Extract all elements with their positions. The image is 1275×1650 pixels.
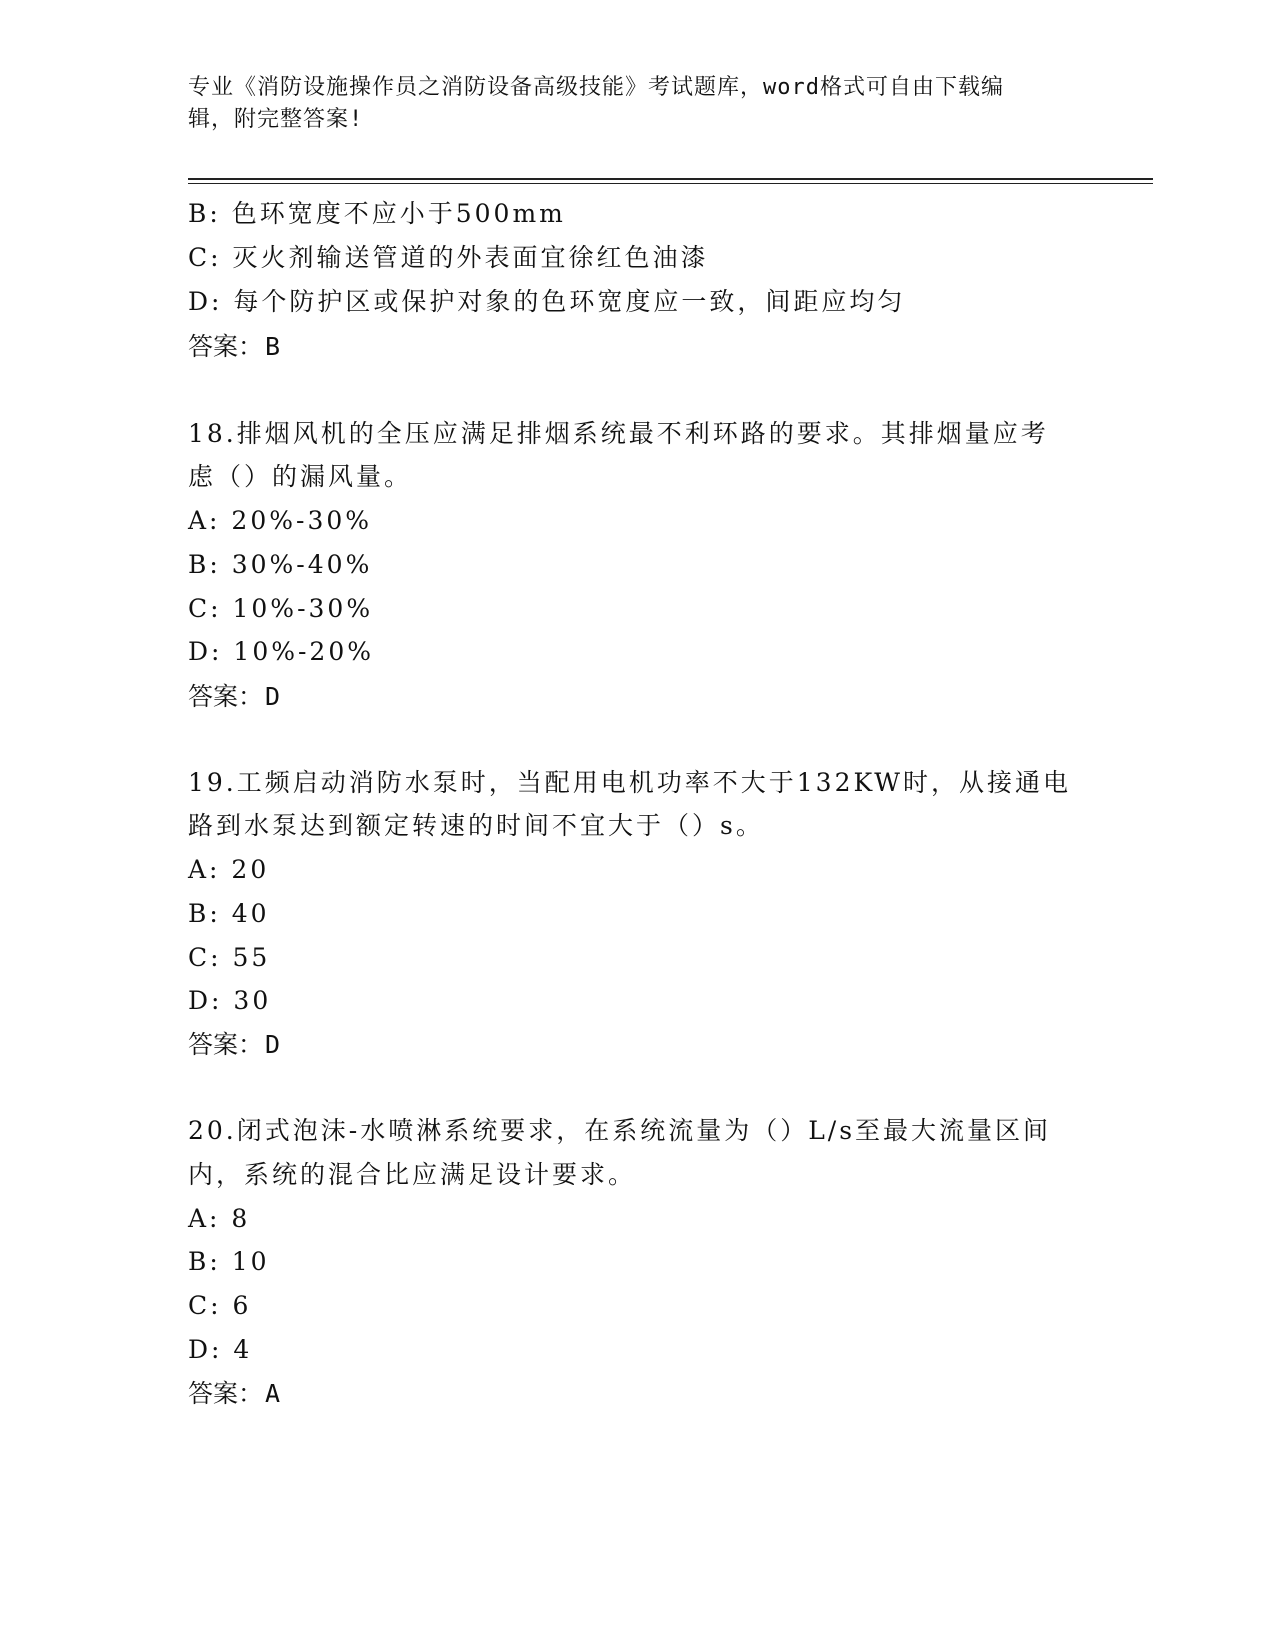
q19-option-c: C: 55 [188,943,271,972]
q18-option-b: B: 30%-40% [188,550,373,579]
q20-stem-line-2: 内，系统的混合比应满足设计要求。 [188,1160,637,1189]
q17-option-b: B: 色环宽度不应小于500mm [188,199,566,228]
header-line-1: 专业《消防设施操作员之消防设备高级技能》考试题库，word格式可自由下载编 [188,75,1004,100]
q18-option-a: A: 20%-30% [188,506,373,535]
answer-value: D [265,1030,281,1059]
q18-stem-line-1: 18.排烟风机的全压应满足排烟系统最不利环路的要求。其排烟量应考 [188,419,1049,448]
q19-stem-line-2: 路到水泵达到额定转速的时间不宜大于（）s。 [188,811,764,840]
answer-value: A [265,1379,281,1408]
q20-option-b: B: 10 [188,1247,270,1276]
answer-value: B [265,332,281,361]
q20-option-c: C: 6 [188,1291,252,1320]
q19-answer [188,1029,280,1061]
q18-option-c: C: 10%-30% [188,594,374,623]
q18-option-d: D: 10%-20% [188,637,374,666]
answer-label: 答案： [188,682,264,711]
q17-option-d: D: 每个防护区或保护对象的色环宽度应一致，间距应均匀 [188,287,906,316]
q17-option-c: C: 灭火剂输送管道的外表面宜徐红色油漆 [188,243,709,272]
answer-value: D [265,682,281,711]
answer-label: 答案： [188,1030,264,1059]
q19-option-d: D: 30 [188,986,272,1015]
document-header [188,72,1068,136]
header-line-2: 辑，附完整答案! [188,107,364,132]
q20-answer [188,1378,280,1410]
q20-stem-line-1: 20.闭式泡沫-水喷淋系统要求，在系统流量为（）L/s至最大流量区间 [188,1116,1052,1145]
header-divider [188,178,1153,180]
answer-label: 答案： [188,332,264,361]
q17-answer [188,331,280,363]
q19-stem-line-1: 19.工频启动消防水泵时，当配用电机功率不大于132KW时，从接通电 [188,768,1071,797]
q18-stem-line-2: 虑（）的漏风量。 [188,462,413,491]
q18-answer [188,681,280,713]
q19-option-b: B: 40 [188,899,270,928]
answer-label: 答案： [188,1379,264,1408]
q20-option-d: D: 4 [188,1335,253,1364]
q19-option-a: A: 20 [188,855,270,884]
q20-option-a: A: 8 [188,1204,251,1233]
header-divider-thin [188,183,1153,184]
